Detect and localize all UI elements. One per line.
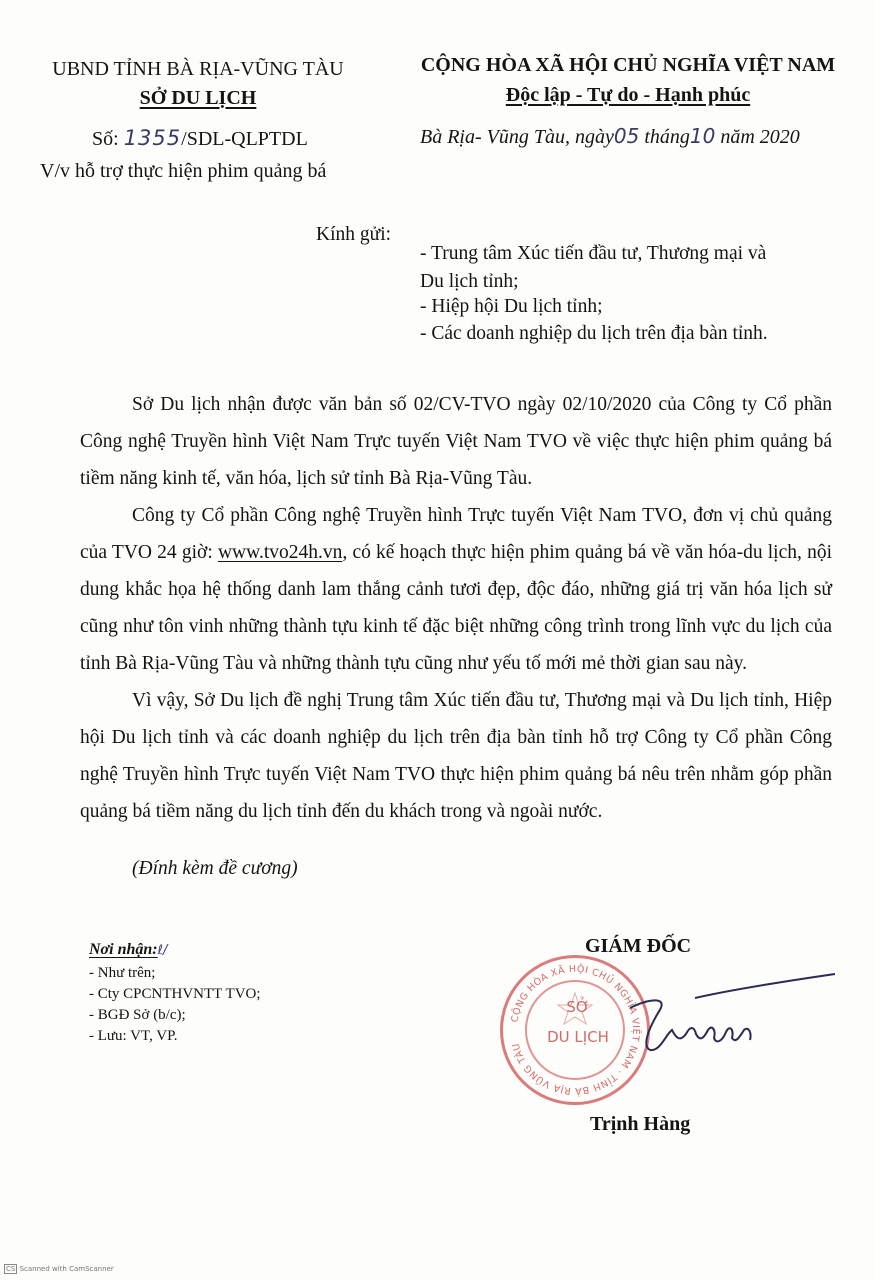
attachment-note: (Đính kèm đề cương) [132,858,298,879]
month-label: tháng [644,126,690,148]
p2-text-before: Công ty Cổ phần Công nghệ Truyền hình Trực tuyến Việt Nam TVO, đơn vị chủ quảng của TVO 24 giờ: [80,505,832,563]
footer-recipient-item: - BGĐ Sở (b/c); [89,1007,186,1023]
body-paragraph-3: Vì vậy, Sở Du lịch đề nghị Trung tâm Xúc tiến đầu tư, Thương mại và Du lịch tỉnh, Hiệp hội Du lịch tỉnh và các doanh nghiệp du lịch trên địa bàn tỉnh hỗ trợ Công ty Cổ phần Công nghệ Truyền hình Trực tuyến Việt Nam TVO thực hiện phim quảng bá nêu trên nhằm góp phần quảng bá tiềm năng du lịch tỉnh đến du khách trong và ngoài nước. [80,690,832,822]
footer-recipient-item: - Lưu: VT, VP. [89,1028,178,1044]
scanner-text: Scanned with CamScanner [19,1265,114,1273]
number-handwritten: 1355 [123,126,182,150]
department-name [38,87,358,110]
year-text: năm 2020 [720,126,800,148]
motto-text: Độc lập - Tự do - Hạnh phúc [505,84,751,106]
seal-line-1: SỞ [566,998,590,1016]
p2-text-after: , có kế hoạch thực hiện phim quảng bá về văn hóa-du lịch, nội dung khắc họa hệ thống danh lam thắng cảnh tươi đẹp, độc đáo, những giá trị văn hóa lịch sử cũng như tôn vinh những thành tựu kinh tế đặc biệt những công trình trong lĩnh vực du lịch của tỉnh Bà Rịa-Vũng Tàu và những thành tựu cũng như yếu tố mới mẻ thời gian sau này. [80,542,832,674]
signer-name: Trịnh Hàng [590,1113,691,1135]
number-prefix: Số: [92,128,119,150]
national-motto [408,84,848,107]
recipient-item: - Hiệp hội Du lịch tỉnh; [420,296,603,317]
recipient-item: - Trung tâm Xúc tiến đầu tư, Thương mại và [420,243,767,264]
nation-title: CỘNG HÒA XÃ HỘI CHỦ NGHĨA VIỆT NAM [420,54,836,76]
agency-name: UBND TỈNH BÀ RỊA-VŨNG TÀU [52,58,344,80]
document-number [92,126,308,151]
date-line [420,124,800,149]
day-handwritten: 05 [613,124,640,148]
footer-recipient-item: - Cty CPCNTHVNTT TVO; [89,986,261,1002]
body-paragraph-1: Sở Du lịch nhận được văn bản số 02/CV-TVO ngày 02/10/2020 của Công ty Cổ phần Công nghệ Truyền hình Việt Nam Trực tuyến Việt Nam TVO về việc thực hiện phim quảng bá tiềm năng kinh tế, văn hóa, lịch sử tỉnh Bà Rịa-Vũng Tàu. [80,394,832,489]
website-link[interactable]: www.tvo24h.vn [217,542,343,563]
seal-line-2: DU LỊCH [547,1028,609,1046]
footer-recipients-text: Nơi nhận: [89,941,158,958]
document-subject: V/v hỗ trợ thực hiện phim quảng bá [40,160,327,182]
month-handwritten: 10 [689,124,716,148]
footer-recipients-label [89,941,167,959]
department-label: SỞ DU LỊCH [139,87,257,109]
seal-ring-text: CỘNG HÒA XÃ HỘI CHỦ NGHĨA VIỆT NAM · TỈNH BÀ RỊA VŨNG TÀU [509,963,642,1097]
recipient-item: Du lịch tỉnh; [420,271,519,292]
date-place: Bà Rịa- Vũng Tàu, ngày [420,126,614,148]
scanner-badge-icon: CS [6,1265,16,1273]
signer-title: GIÁM ĐỐC [585,935,692,957]
recipient-item: - Các doanh nghiệp du lịch trên địa bàn tỉnh. [420,323,768,344]
recipients-label: Kính gửi: [316,224,392,245]
number-suffix: /SDL-QLPTDL [181,128,308,150]
scanner-watermark [4,1264,114,1274]
body-paragraph-2 [80,497,832,682]
handwritten-signature-icon [620,968,840,1063]
initial-mark-icon: ℓ/ [157,943,168,958]
footer-recipient-item: - Như trên; [89,965,156,981]
